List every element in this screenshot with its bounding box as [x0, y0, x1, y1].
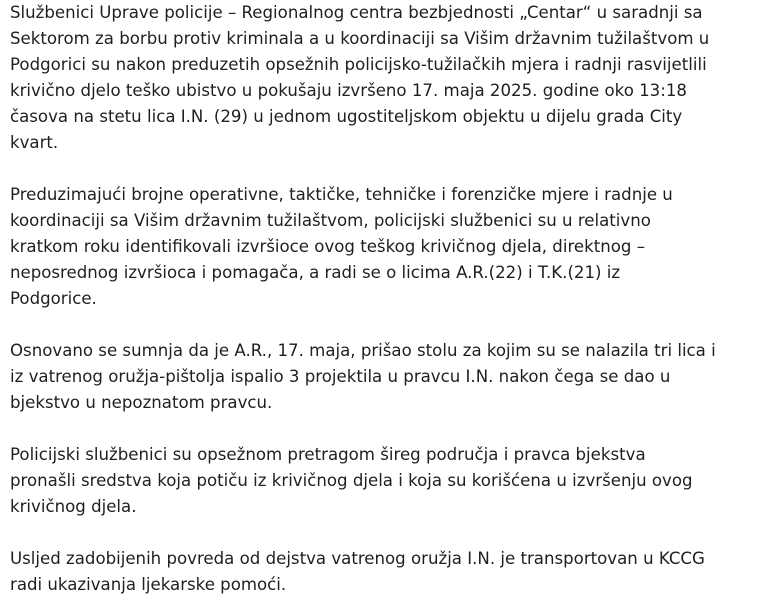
- text-line: bjekstvo u nepoznatom pravcu.: [10, 393, 273, 412]
- text-line: iz vatrenog oružja-pištolja ispalio 3 projektila u pravcu I.N. nakon čega se dao u: [10, 367, 671, 386]
- paragraph-5: [10, 546, 775, 598]
- paragraph-2: [10, 182, 775, 312]
- text-line: Policijski službenici su opsežnom pretragom šireg područja i pravca bjekstva: [10, 445, 646, 464]
- text-line: Podgorici su nakon preduzetih opsežnih policijsko-tužilačkih mjera i radnji rasvijetlili: [10, 55, 707, 74]
- text-line: Osnovano se sumnja da je A.R., 17. maja, prišao stolu za kojim su se nalazila tri lica i: [10, 341, 716, 360]
- text-line: krivično djelo teško ubistvo u pokušaju izvršeno 17. maja 2025. godine oko 13:18: [10, 81, 687, 100]
- paragraph-3: [10, 338, 775, 416]
- paragraph-4: [10, 442, 775, 520]
- article-body: [10, 0, 775, 598]
- text-line: pronašli sredstva koja potiču iz krivičnog djela i koja su korišćena u izvršenju ovog: [10, 471, 693, 490]
- paragraph-1: [10, 0, 775, 156]
- text-line: Preduzimajući brojne operativne, taktičke, tehničke i forenzičke mjere i radnje u: [10, 185, 673, 204]
- text-line: radi ukazivanja ljekarske pomoći.: [10, 575, 287, 594]
- text-line: Podgorice.: [10, 289, 97, 308]
- text-line: Sektorom za borbu protiv kriminala a u koordinaciji sa Višim državnim tužilaštvom u: [10, 29, 710, 48]
- text-line: Usljed zadobijenih povreda od dejstva vatrenog oružja I.N. je transportovan u KCCG: [10, 549, 705, 568]
- text-line: neposrednog izvršioca i pomagača, a radi se o licima A.R.(22) i T.K.(21) iz: [10, 263, 621, 282]
- text-line: krivičnog djela.: [10, 497, 137, 516]
- text-line: Službenici Uprave policije – Regionalnog centra bezbjednosti „Centar“ u saradnji sa: [10, 3, 703, 22]
- text-line: koordinaciji sa Višim državnim tužilaštvom, policijski službenici su u relativno: [10, 211, 651, 230]
- text-line: kratkom roku identifikovali izvršioce ovog teškog krivičnog djela, direktnog –: [10, 237, 646, 256]
- text-line: časova na stetu lica I.N. (29) u jednom ugostiteljskom objektu u dijelu grada City: [10, 107, 683, 126]
- text-line: kvart.: [10, 133, 59, 152]
